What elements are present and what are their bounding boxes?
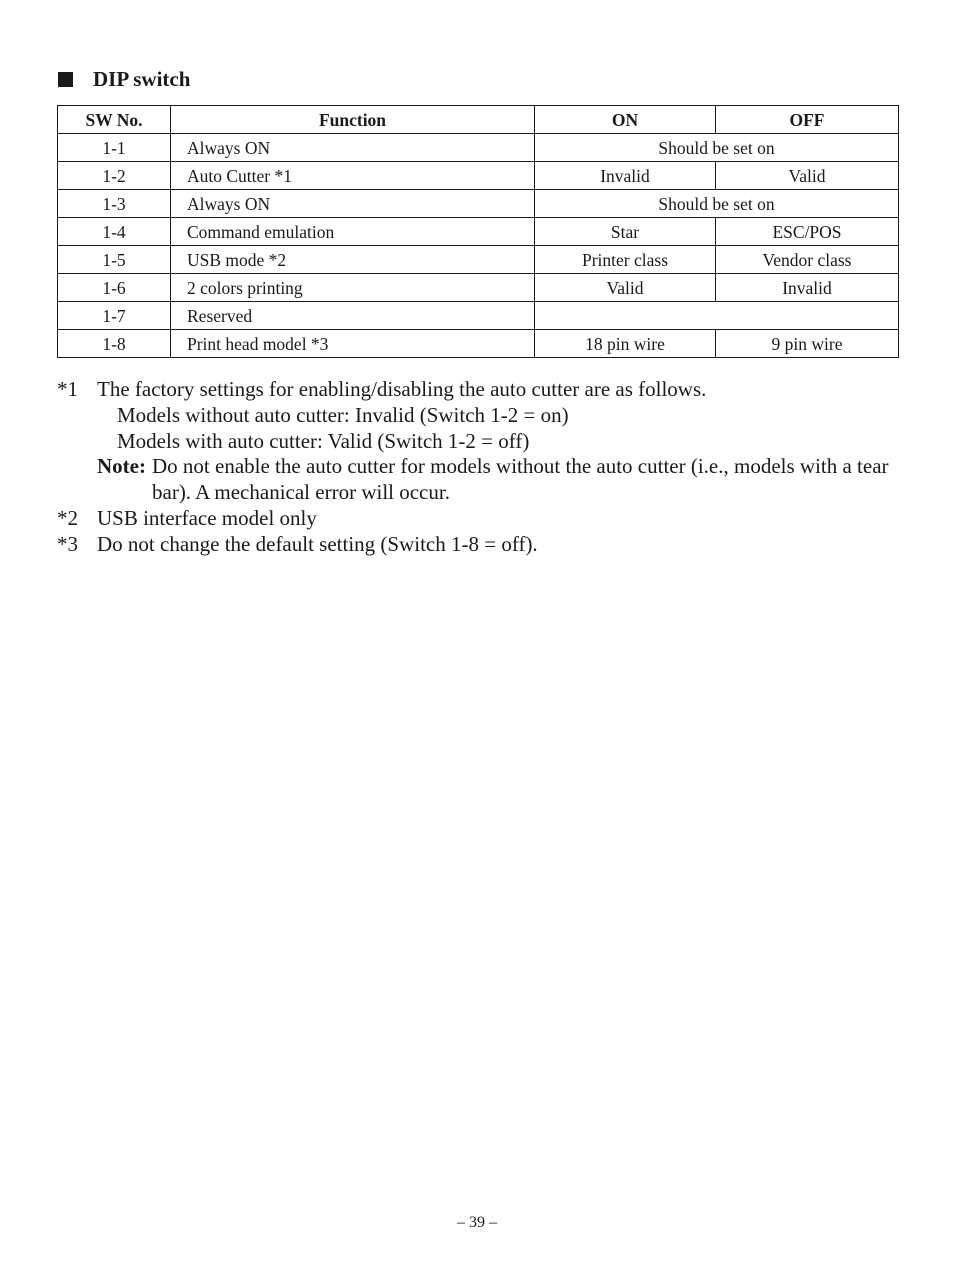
sw-number-cell: 1-6 bbox=[58, 274, 171, 302]
table-row bbox=[58, 134, 899, 162]
section-title: DIP switch bbox=[93, 66, 191, 91]
function-cell: Always ON bbox=[171, 134, 535, 162]
on-cell: Valid bbox=[535, 274, 716, 302]
sw-number-cell: 1-7 bbox=[58, 302, 171, 330]
off-cell: 9 pin wire bbox=[716, 330, 899, 358]
function-cell: USB mode *2 bbox=[171, 246, 535, 274]
table-header-row bbox=[58, 106, 899, 134]
footnote-1-line-models-with: Models with auto cutter: Valid (Switch 1-2 = off) bbox=[117, 428, 530, 453]
footnote-mark: *1 bbox=[57, 377, 78, 401]
header-function: Function bbox=[171, 106, 535, 134]
footnote-3 bbox=[57, 532, 902, 558]
on-cell: Printer class bbox=[535, 246, 716, 274]
table-row bbox=[58, 274, 899, 302]
note-label: Note: bbox=[97, 454, 146, 479]
header-sw-no: SW No. bbox=[58, 106, 171, 134]
merged-setting-cell bbox=[535, 302, 899, 330]
footnote-1-note bbox=[57, 454, 902, 506]
function-cell: Auto Cutter *1 bbox=[171, 162, 535, 190]
on-cell: 18 pin wire bbox=[535, 330, 716, 358]
off-cell: ESC/POS bbox=[716, 218, 899, 246]
page-number: – 39 – bbox=[457, 1214, 497, 1231]
function-cell: Command emulation bbox=[171, 218, 535, 246]
function-cell: Always ON bbox=[171, 190, 535, 218]
square-bullet-icon bbox=[58, 72, 73, 87]
footnotes bbox=[57, 377, 902, 558]
footnote-text: Do not change the default setting (Switch 1-8 = off). bbox=[97, 531, 538, 556]
sw-number-cell: 1-3 bbox=[58, 190, 171, 218]
section-heading bbox=[58, 66, 190, 92]
function-cell: Reserved bbox=[171, 302, 535, 330]
off-cell: Vendor class bbox=[716, 246, 899, 274]
table-row bbox=[58, 218, 899, 246]
dip-switch-table bbox=[57, 105, 899, 358]
on-cell: Invalid bbox=[535, 162, 716, 190]
function-cell: 2 colors printing bbox=[171, 274, 535, 302]
off-cell: Valid bbox=[716, 162, 899, 190]
sw-number-cell: 1-8 bbox=[58, 330, 171, 358]
sw-number-cell: 1-5 bbox=[58, 246, 171, 274]
footnote-text: USB interface model only bbox=[97, 505, 317, 530]
footnote-1 bbox=[57, 377, 902, 403]
header-off: OFF bbox=[716, 106, 899, 134]
footnote-2 bbox=[57, 506, 902, 532]
function-cell: Print head model *3 bbox=[171, 330, 535, 358]
sw-number-cell: 1-1 bbox=[58, 134, 171, 162]
on-cell: Star bbox=[535, 218, 716, 246]
footnote-1-line-models-without: Models without auto cutter: Invalid (Switch 1-2 = on) bbox=[117, 402, 569, 427]
merged-setting-cell: Should be set on bbox=[535, 190, 899, 218]
footnote-mark: *2 bbox=[57, 505, 78, 530]
sw-number-cell: 1-4 bbox=[58, 218, 171, 246]
table-row bbox=[58, 246, 899, 274]
sw-number-cell: 1-2 bbox=[58, 162, 171, 190]
merged-setting-cell: Should be set on bbox=[535, 134, 899, 162]
note-text: Do not enable the auto cutter for models without the auto cutter (i.e., models with a tear bar). A mechanical error will occur. bbox=[152, 454, 889, 505]
table-row bbox=[58, 162, 899, 190]
off-cell: Invalid bbox=[716, 274, 899, 302]
table-row bbox=[58, 302, 899, 330]
footnote-mark: *3 bbox=[57, 531, 78, 556]
header-on: ON bbox=[535, 106, 716, 134]
table-row bbox=[58, 190, 899, 218]
footnote-text: The factory settings for enabling/disabling the auto cutter are as follows. bbox=[97, 377, 707, 401]
table-row bbox=[58, 330, 899, 358]
